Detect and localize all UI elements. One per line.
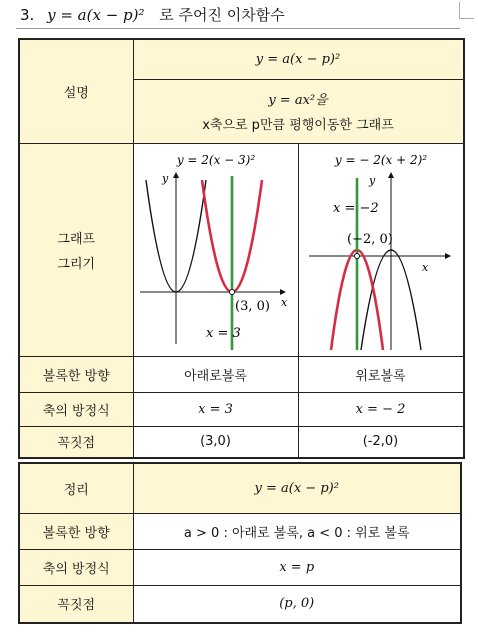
left-y-axis-label: y xyxy=(161,171,168,185)
heading-number: 3. xyxy=(20,6,35,24)
graph-label-line2: 그리기 xyxy=(57,256,96,272)
summary-direction-label: 볼록한 방향 xyxy=(19,513,133,549)
main-table xyxy=(18,38,465,459)
right-y-axis-label: y xyxy=(368,173,375,187)
direction-label: 볼록한 방향 xyxy=(19,356,133,392)
heading-formula: y = a(x − p)² xyxy=(47,6,145,24)
summary-formula: y = a(x − p)² xyxy=(133,463,461,513)
left-vertex-point xyxy=(229,289,234,294)
heading-title: 로 주어진 이차함수 xyxy=(159,6,285,24)
description-text xyxy=(133,79,464,143)
summary-axis-value: x = p xyxy=(133,549,461,585)
description-label: 설명 xyxy=(19,39,133,143)
left-graph xyxy=(134,144,298,352)
left-graph-formula: y = 2(x − 3)² xyxy=(176,152,255,167)
right-graph-formula: y = − 2(x + 2)² xyxy=(334,152,427,167)
summary-label: 정리 xyxy=(19,463,133,513)
header-divider xyxy=(16,28,460,29)
axis-equation-left: x = 3 xyxy=(133,392,298,426)
right-y-arrow xyxy=(388,172,394,178)
left-x-axis-label: x xyxy=(280,295,287,309)
summary-table xyxy=(18,462,462,624)
summary-vertex-value: (p, 0) xyxy=(133,585,461,623)
description-line1: y = ax²을 xyxy=(268,93,328,108)
summary-direction-value: a > 0 : 아래로 볼록, a < 0 : 위로 볼록 xyxy=(133,513,461,549)
direction-right: 위로볼록 xyxy=(298,356,464,392)
axis-equation-label: 축의 방정식 xyxy=(19,392,133,426)
summary-vertex-label: 꼭짓점 xyxy=(19,585,133,623)
vertex-label: 꼭짓점 xyxy=(19,426,133,458)
right-vertex-label: (−2, 0) xyxy=(346,231,393,247)
description-formula: y = a(x − p)² xyxy=(133,39,464,79)
page-corner-mark xyxy=(459,2,474,19)
graph-label xyxy=(19,143,133,356)
graph-label-line1: 그래프 xyxy=(57,231,96,247)
left-x-arrow xyxy=(280,289,286,295)
right-x-axis-label: x xyxy=(421,260,428,274)
axis-equation-right: x = − 2 xyxy=(298,392,464,426)
right-axis-label: x = −2 xyxy=(332,200,379,216)
direction-left: 아래로볼록 xyxy=(133,356,298,392)
right-vertex-point xyxy=(354,253,359,258)
right-graph xyxy=(299,144,463,352)
vertex-left: (3,0) xyxy=(133,426,298,458)
left-vertex-label: (3, 0) xyxy=(234,298,270,314)
description-line2: x축으로 p만큼 평행이동한 그래프 xyxy=(202,118,394,133)
right-x-arrow xyxy=(445,253,451,259)
left-y-arrow xyxy=(173,172,179,178)
summary-axis-label: 축의 방정식 xyxy=(19,549,133,585)
heading xyxy=(20,4,285,25)
left-graph-cell xyxy=(133,143,298,356)
vertex-right: (-2,0) xyxy=(298,426,464,458)
left-axis-label: x = 3 xyxy=(205,325,241,341)
right-graph-cell xyxy=(298,143,464,356)
